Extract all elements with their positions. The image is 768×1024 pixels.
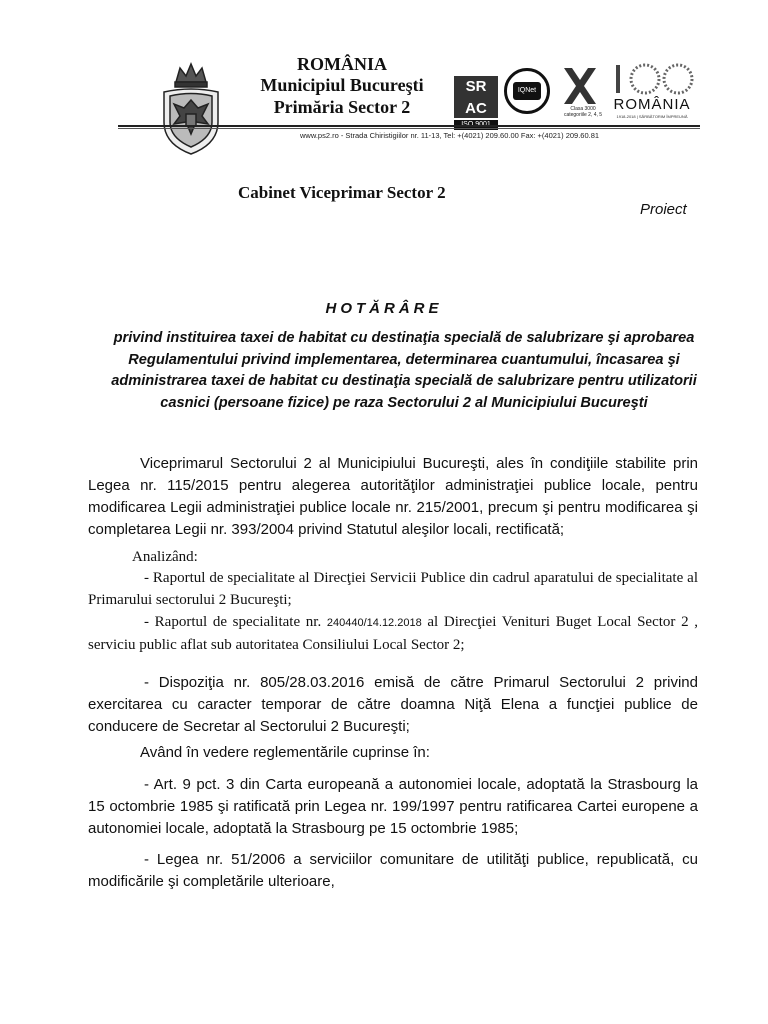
header-institution: Primăria Sector 2 xyxy=(273,97,411,117)
draft-label: Proiect xyxy=(640,201,687,218)
sr-ac-iso-logo xyxy=(454,76,498,118)
report-revenue-number: 240440/14.12.2018 xyxy=(326,617,422,629)
paragraph-report-revenue xyxy=(88,611,698,656)
logo-ac-text: AC xyxy=(465,100,487,117)
logo-class-text: Clasa 3000 categoriile 2, 4, 5 xyxy=(563,106,603,118)
logo-sr-text: SR xyxy=(465,78,487,95)
paragraph-european-charter: - Art. 9 pct. 3 din Carta europeană a autonomiei locale, adoptată la Strasbourg la 15 octombrie 1985 şi ratificată prin Legea nr. 199/1997 pentru ratificarea Cartei europene a autonomiei locale, adoptată la Strasbourg pe 15 octombrie 1985; xyxy=(88,776,698,837)
class-certification-icon xyxy=(562,66,598,106)
paragraph-analizand: Analizând: xyxy=(132,549,198,565)
document-subject: privind instituirea taxei de habitat cu destinaţia specială de salubrizare şi aprobarea Regulamentului privind implementarea, determinarea cuantumului, încasarea şi administrarea taxei de habitat cu destinaţia specială de salubrizare pentru utilizatorii casnici (persoane fizice) pe raza Sectorului 2 al Municipiului Bucureşti xyxy=(111,330,697,411)
header-municipality: Municipiul Bucureşti xyxy=(260,75,424,95)
logo-romania-subtext: 1918-2018 | SĂRBĂTORIM ÎMPREUNĂ xyxy=(616,114,688,119)
report-revenue-prefix: - Raportul de specialitate nr. xyxy=(144,614,327,630)
paragraph-preamble: Viceprimarul Sectorului 2 al Municipiului Bucureşti, ales în condiţiile stabilite prin Legea nr. 115/2015 pentru alegerea autorităţilor administraţiei publice locale, pentru modificarea Legii administraţiei publice locale nr. 215/2001, precum şi pentru modificarea şi completarea Legii nr. 393/2004 privind Statutul aleşilor locali, rectificată; xyxy=(88,455,698,538)
cabinet-heading: Cabinet Viceprimar Sector 2 xyxy=(238,183,446,202)
header-country: ROMÂNIA xyxy=(297,54,387,74)
report-revenue-suffix: al Direcţiei Venituri Buget Local Sector 2 , serviciu public aflat sub autoritatea Consiliului Local Sector 2; xyxy=(88,614,698,653)
logo-iqnet-text: IQNet xyxy=(513,82,541,100)
document-title: HOTĂRÂRE xyxy=(325,300,443,317)
coat-of-arms-icon xyxy=(158,60,224,156)
logo-romania-text: ROMÂNIA xyxy=(613,96,691,113)
header-divider-thin xyxy=(118,128,700,129)
header-address: www.ps2.ro - Strada Chiristigiilor nr. 11-13, Tel: +(4021) 209.60.00 Fax: +(4021) 209.60.81 xyxy=(300,131,600,140)
paragraph-report-public-services: - Raportul de specialitate al Direcţiei Servicii Publice din cadrul aparatului de specialitate al Primarului sectorului 2 Bucureşti; xyxy=(88,570,698,608)
centenary-100-icon xyxy=(610,62,696,96)
header-divider xyxy=(118,125,700,127)
certification-logos xyxy=(454,62,694,124)
iqnet-logo xyxy=(504,68,550,114)
paragraph-disposition: - Dispoziţia nr. 805/28.03.2016 emisă de către Primarul Sectorului 2 privind exercitarea cu caracter temporar de către doamna Niţă Elena a funcţiei publice de conducere de Secretar al Sectorului 2 Bucureşti; xyxy=(88,674,698,735)
header-title xyxy=(232,54,452,118)
paragraph-law-51-2006: - Legea nr. 51/2006 a serviciilor comunitare de utilităţi publice, republicată, cu modificările şi completările ulterioare, xyxy=(88,851,698,890)
paragraph-avand: Având în vedere reglementările cuprinse în: xyxy=(140,744,430,761)
